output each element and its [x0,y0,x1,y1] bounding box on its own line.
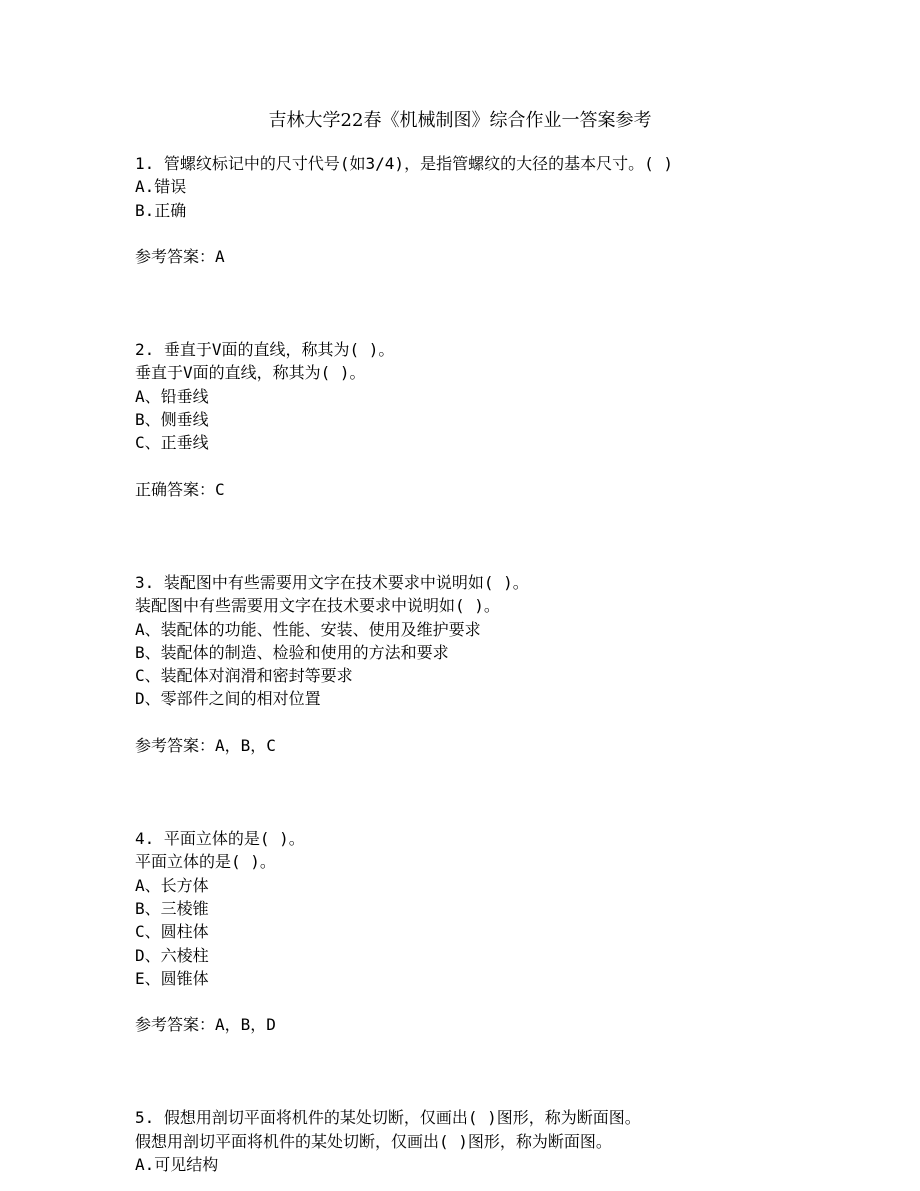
answer-text: 正确答案：C [135,479,225,499]
option-a: A.可见结构 [135,1155,219,1175]
question-stem: 1. 管螺纹标记中的尺寸代号(如3/4)，是指管螺纹的大径的基本尺寸。( ) [135,154,673,173]
option-a: A、铅垂线 [135,386,209,406]
question-stem: 3. 装配图中有些需要用文字在技术要求中说明如( )。 [135,572,529,592]
option-d: D、零部件之间的相对位置 [135,689,321,709]
option-e: E、圆锥体 [135,968,209,988]
question-list [135,152,895,1176]
answer-text: 参考答案：A，B，C [135,735,276,755]
option-b: B、侧垂线 [135,410,209,430]
answer-text: 参考答案：A，B，D [135,1015,276,1035]
option-b: B、三棱锥 [135,898,209,918]
option-b: B.正确 [135,200,187,220]
question-restatement: 垂直于V面的直线，称其为( )。 [135,363,366,383]
question-stem: 5. 假想用剖切平面将机件的某处切断，仅画出( )图形，称为断面图。 [135,1108,641,1128]
question-3 [135,571,895,757]
question-5 [135,1106,895,1176]
option-b: B、装配体的制造、检验和使用的方法和要求 [135,642,449,662]
question-4 [135,827,895,1036]
question-restatement: 假想用剖切平面将机件的某处切断，仅画出( )图形，称为断面图。 [135,1131,612,1151]
answer-text: 参考答案：A [135,246,225,266]
option-a: A、装配体的功能、性能、安装、使用及维护要求 [135,619,481,639]
question-restatement: 装配图中有些需要用文字在技术要求中说明如( )。 [135,596,500,616]
question-2 [135,338,895,501]
option-a: A.错误 [135,177,187,197]
question-restatement: 平面立体的是( )。 [135,852,276,872]
option-c: C、装配体对润滑和密封等要求 [135,666,353,686]
option-c: C、正垂线 [135,433,209,453]
option-c: C、圆柱体 [135,922,209,942]
question-1 [135,152,895,268]
question-stem: 2. 垂直于V面的直线，称其为( )。 [135,340,395,360]
question-stem: 4. 平面立体的是( )。 [135,829,305,849]
option-a: A、长方体 [135,875,209,895]
document-title: 吉林大学22春《机械制图》综合作业一答案参考 [268,110,652,131]
option-d: D、六棱柱 [135,945,209,965]
